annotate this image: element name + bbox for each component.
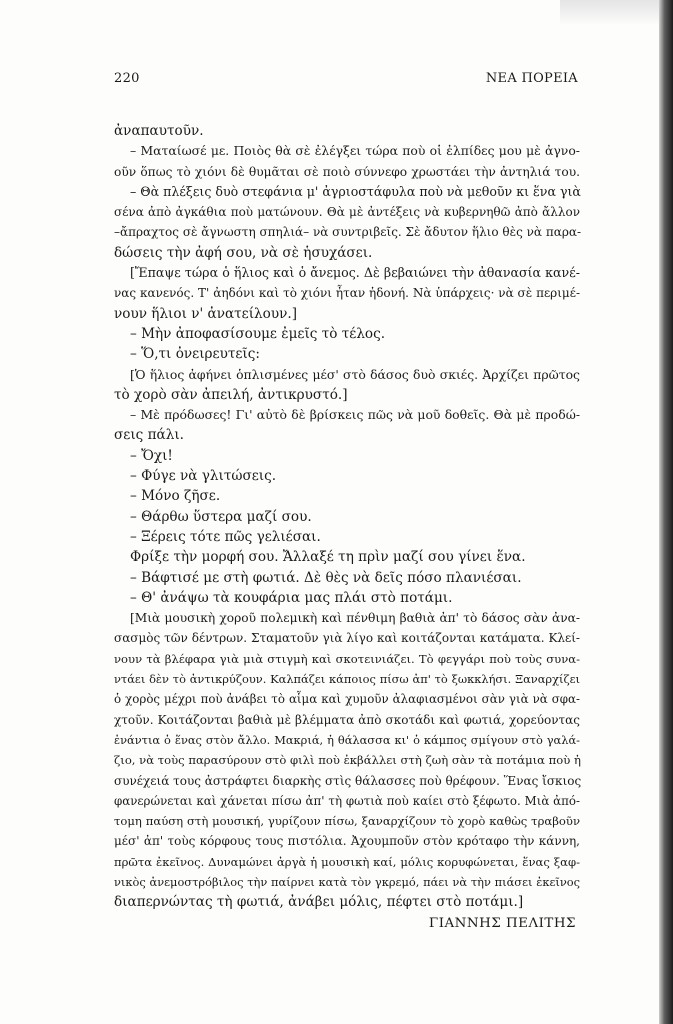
- text-line: Φρίξε τὴν μορφή σου. Ἄλλαξέ τη πρὶν μαζί σου γίνει ἕνα.: [130, 549, 526, 566]
- text-line: τὸ χορὸ σὰν ἀπειλή, ἀντικρυστό.]: [114, 386, 348, 403]
- text-line: δώσεις τὴν ἀφή σου, νὰ σὲ ἡσυχάσει.: [114, 244, 373, 261]
- text-line: χτοῦν. Κοιτάζονται βαθιὰ μὲ βλέμματα ἀπὸ σκοτάδι καὶ φωτιά, χορεύοντας: [114, 712, 580, 727]
- text-line: – Ὅ,τι ὀνειρευτεῖς:: [130, 346, 260, 363]
- text-line: νουν τὰ βλέφαρα γιὰ μιὰ στιγμὴ καὶ σκοτεινιάζει. Τὸ φεγγάρι ποὺ τοὺς συνα-: [114, 651, 580, 666]
- text-line: ζιο, νὰ τοὺς παρασύρουν στὸ φιλὶ ποὺ ἐκβάλλει στὴ ζωὴ σὰν τὰ ποτάμια ποὺ ἡ: [114, 753, 581, 768]
- text-line: – Μὴν ἀποφασίσουμε ἐμεῖς τὸ τέλος.: [130, 325, 386, 342]
- text-line: – Ξέρεις τότε πῶς γελιέσαι.: [130, 528, 321, 545]
- text-line: πρῶτα ἐκεῖνος. Δυναμώνει ἀργὰ ἡ μουσικὴ καί, μόλις κορυφώνεται, ἕνας ξαφ-: [114, 854, 580, 869]
- page-edge-shadow: [659, 0, 673, 1024]
- text-line: – Ματαίωσέ με. Ποιὸς θὰ σὲ ἐλέγξει τώρα ποὺ οἱ ἐλπίδες μου μὲ ἀγνο-: [130, 143, 580, 159]
- text-line: νικὸς ἀνεμοστρόβιλος τὴν παίρνει κατὰ τὸν γκρεμό, πάει νὰ τὴν πιάσει ἐκεῖνος: [114, 874, 580, 889]
- text-line: – Θὰ πλέξεις δυὸ στεφάνια μ' ἀγριοστάφυλα ποὺ νὰ μεθοῦν κι ἕνα γιὰ: [130, 183, 581, 199]
- text-line: ντάει δὲν τὸ ἀντικρύζουν. Καλπάζει κάποιος πίσω ἀπ' τὸ ξωκκλήσι. Ξαναρχίζει: [114, 672, 580, 687]
- text-line: σεις πάλι.: [114, 427, 184, 444]
- text-line: νουν ἥλιοι ν' ἀνατείλουν.]: [114, 305, 298, 322]
- text-line: φανερώνεται καὶ χάνεται πίσω ἀπ' τὴ φωτιὰ ποὺ καίει στὸ ξέφωτο. Μιὰ ἀπό-: [114, 793, 580, 808]
- page-number: 220: [114, 71, 140, 86]
- text-line: ἀναπαυτοῦν.: [114, 123, 204, 139]
- text-line: οῦν ὅπως τὸ χιόνι δὲ θυμᾶται σὲ ποιὸ σύννεφο χρωστάει τὴν ἀντηλιά του.: [114, 164, 580, 179]
- text-line: ὁ χορὸς μέχρι ποὺ ἀνάβει τὸ αἷμα καὶ χυμοῦν ἀλαφιασμένοι σὰν γιὰ νὰ σφα-: [114, 692, 580, 707]
- text-line: συνέχειά τους ἀστράφτει διαρκὴς στὶς θάλασσες ποὺ θρέφουν. Ἕνας ἴσκιος: [114, 773, 582, 788]
- text-line: διαπερνώντας τὴ φωτιά, ἀνάβει μόλις, πέφτει στὸ ποτάμι.]: [114, 894, 524, 911]
- body-text: [114, 121, 580, 934]
- text-line: μέσ' ἀπ' τοὺς κόρφους τους πιστόλια. Ἀχουμποῦν στὸν κρόταφο τὴν κάννη,: [114, 834, 580, 849]
- page-corner-shadow: [560, 0, 673, 26]
- text-line: [Μιὰ μουσικὴ χοροῦ πολεμικὴ καὶ πένθιμη βαθιὰ ἀπ' τὸ δάσος σὰν ἀνα-: [130, 611, 580, 626]
- text-line: τομη παύση στὴ μουσική, γυρίζουν πίσω, ξαναρχίζουν τὸ χορὸ καθὼς τραβοῦν: [114, 814, 580, 829]
- author-signature: ΓΙΑΝΝΗΣ ΠΕΛΙΤΗΣ: [428, 915, 576, 931]
- text-line: σένα ἀπὸ ἀγκάθια ποὺ ματώνουν. Θὰ μὲ ἀντέξεις νὰ κυβερνηθῶ ἀπὸ ἄλλον: [114, 205, 580, 220]
- text-line: –ἄπραχτος σὲ ἄγνωστη σπηλιά– νὰ συντριβεῖς. Σὲ ἄδυτον ἥλιο θὲς νὰ παρα-: [114, 225, 582, 240]
- text-line: ἐνάντια ὁ ἕνας στὸν ἄλλο. Μακριά, ἡ θάλασσα κι' ὁ κάμπος σμίγουν στὸ γαλά-: [114, 732, 580, 747]
- text-line: – Μὲ πρόδωσες! Γι' αὐτὸ δὲ βρίσκεις πῶς νὰ μοῦ δοθεῖς. Θὰ μὲ προδώ-: [130, 407, 580, 423]
- text-line: [Ὁ ἥλιος ἀφήνει ὁπλισμένες μέσ' στὸ δάσος δυὸ σκιές. Ἀρχίζει πρῶτος: [130, 366, 580, 382]
- text-line: [Ἔπαψε τώρα ὁ ἥλιος καὶ ὁ ἄνεμος. Δὲ βεβαιώνει τὴν ἀθανασία κανέ-: [130, 265, 580, 281]
- journal-title: ΝΕΑ ΠΟΡΕΙΑ: [485, 71, 578, 86]
- text-line: νας κανενός. Τ' ἀηδόνι καὶ τὸ χιόνι ἦταν ἡδονή. Νὰ ὑπάρχεις· νὰ σὲ περιμέ-: [114, 286, 580, 301]
- text-line: σασμὸς τῶν δέντρων. Σταματοῦν γιὰ λίγο καὶ κοιτάζονται κατάματα. Κλεί-: [114, 631, 580, 646]
- text-line: – Βάφτισέ με στὴ φωτιά. Δὲ θὲς νὰ δεῖς πόσο πλανιέσαι.: [130, 569, 522, 586]
- text-line: – Ὄχι!: [130, 447, 173, 464]
- text-line: – Μόνο ζῆσε.: [130, 488, 221, 505]
- text-line: – Φύγε νὰ γλιτώσεις.: [130, 468, 277, 485]
- text-line: – Θ' ἀνάψω τὰ κουφάρια μας πλάι στὸ ποτάμι.: [130, 589, 453, 606]
- text-line: – Θάρθω ὕστερα μαζί σου.: [130, 508, 312, 525]
